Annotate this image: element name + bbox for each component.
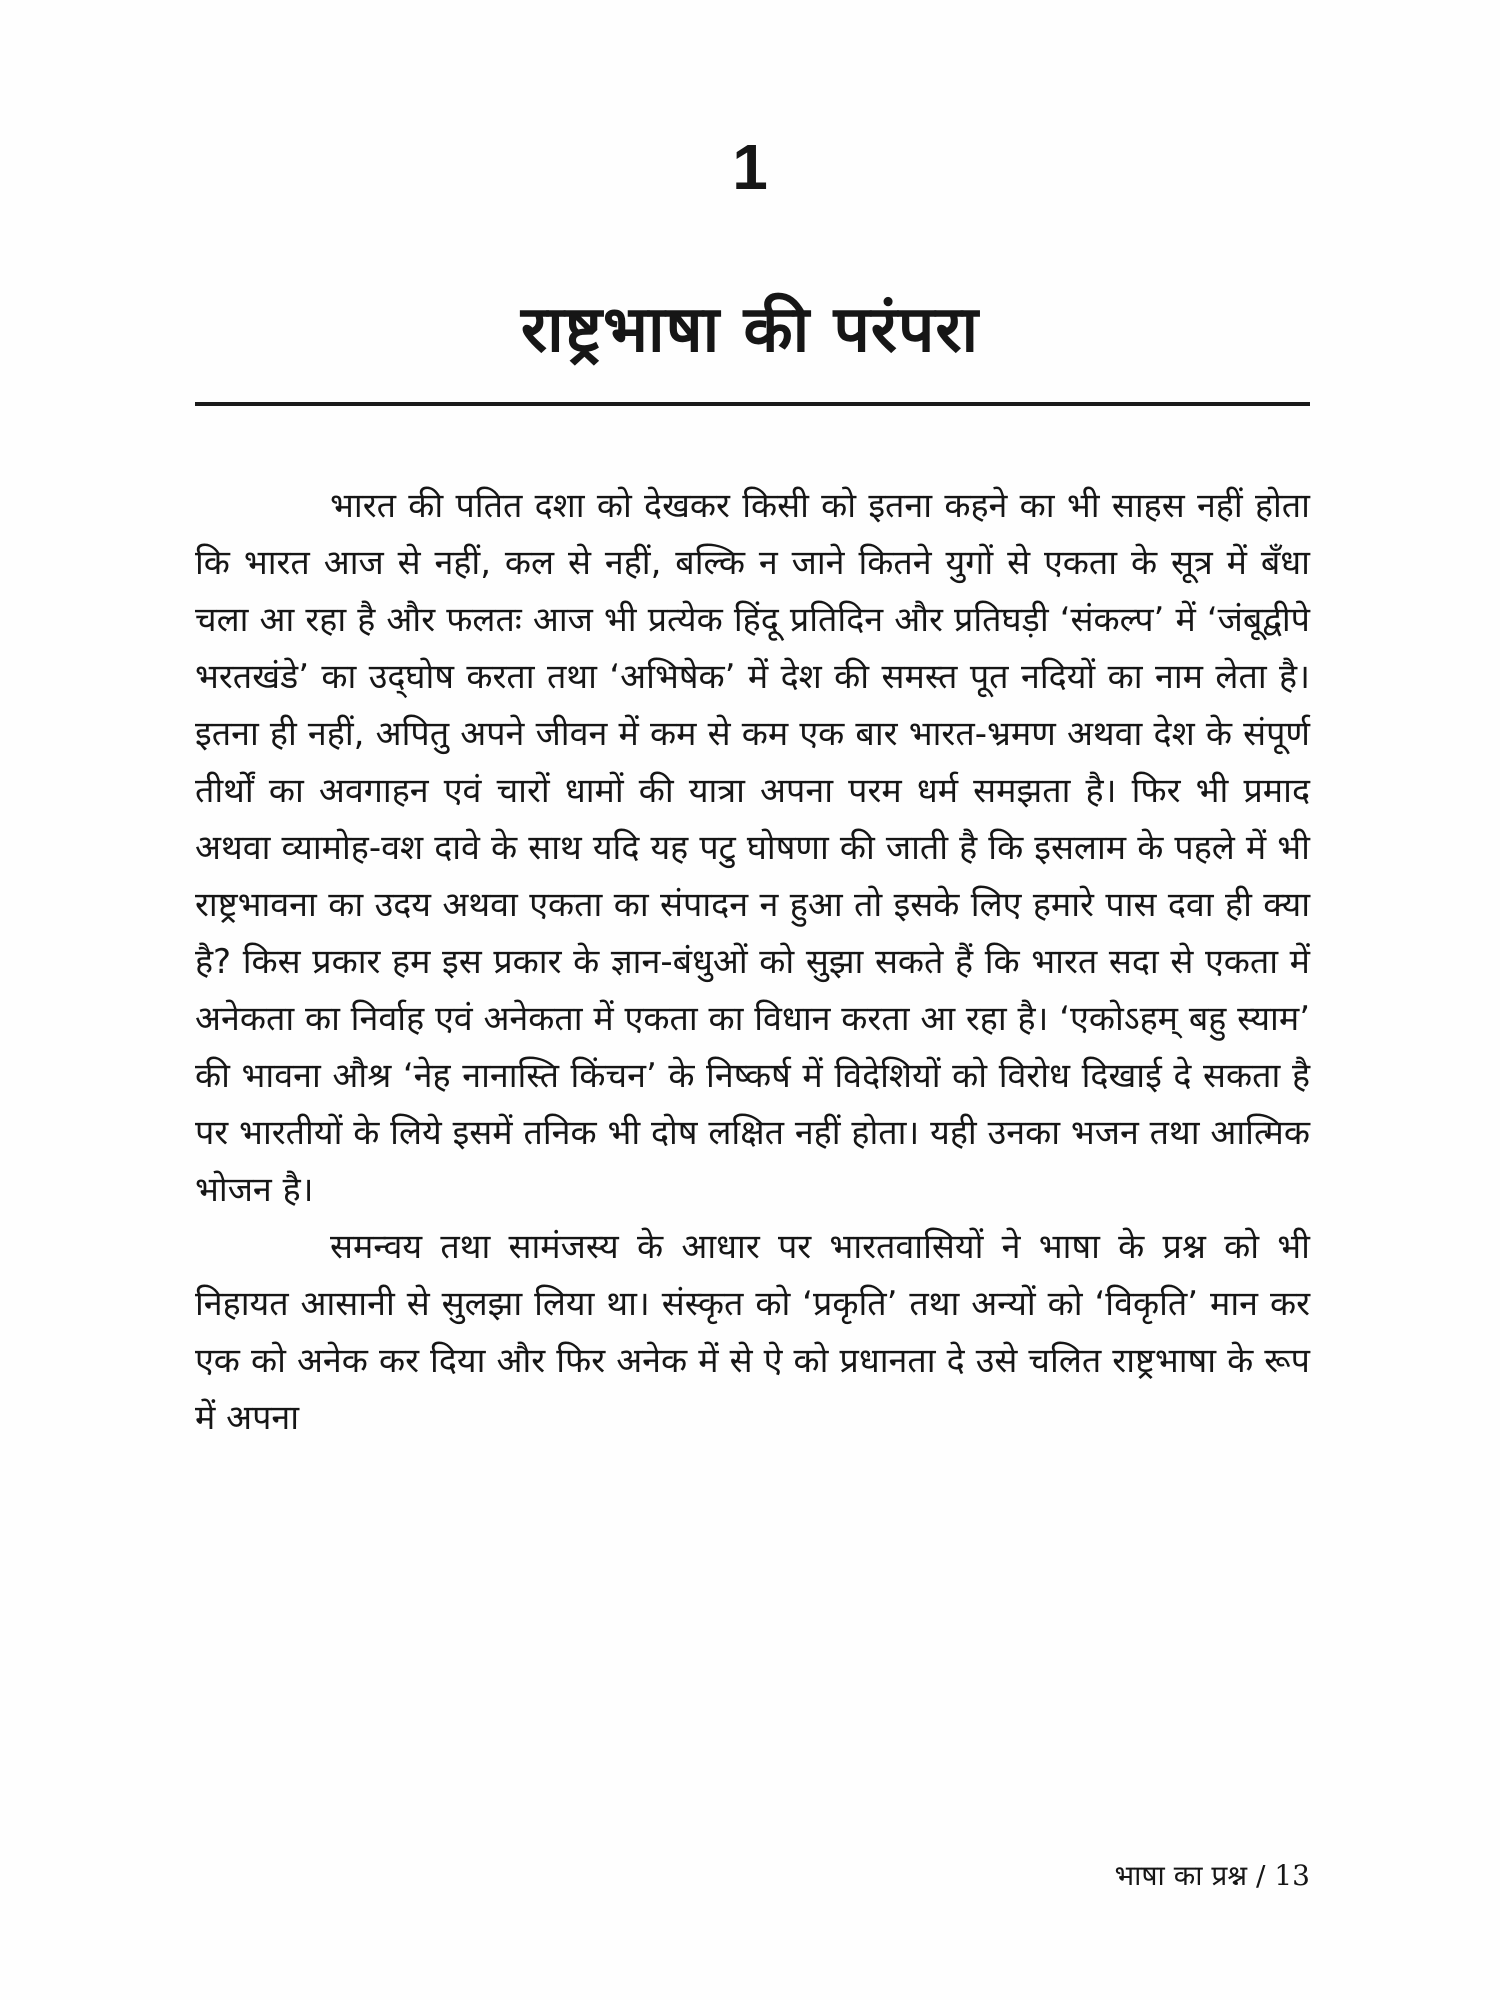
page-footer (1114, 1859, 1310, 1892)
title-divider (195, 402, 1310, 406)
chapter-title: राष्ट्रभाषा की परंपरा (520, 293, 980, 367)
chapter-number: 1 (732, 131, 768, 203)
running-title: भाषा का प्रश्न (1114, 1859, 1248, 1892)
paragraph-2: समन्वय तथा सामंजस्य के आधार पर भारतवासियों ने भाषा के प्रश्न को भी निहायत आसानी से सुलझा लिया था। संस्कृत को ‘प्रकृति’ तथा अन्यों को ‘विकृति’ मान कर एक को अनेक कर दिया और फिर अनेक में से ऐ को प्रधानता दे उसे चलित राष्ट्रभाषा के रूप में अपना (195, 1227, 1310, 1438)
page-number: 13 (1274, 1859, 1310, 1892)
paragraph-1: भारत की पतित दशा को देखकर किसी को इतना कहने का भी साहस नहीं होता कि भारत आज से नहीं, कल से नहीं, बल्कि न जाने कितने युगों से एकता के सूत्र में बँधा चला आ रहा है और फलतः आज भी प्रत्येक हिंदू प्रतिदिन और प्रतिघड़ी ‘संकल्प’ में ‘जंबूद्वीपे भरतखंडे’ का उद्‌घोष करता तथा ‘अभिषेक’ में देश की समस्त पूत नदियों का नाम लेता है। इतना ही नहीं, अपितु अपने जीवन में कम से कम एक बार भारत-भ्रमण अथवा देश के संपूर्ण तीर्थों का अवगाहन एवं चारों धामों की यात्रा अपना परम धर्म समझता है। फिर भी प्रमाद अथवा व्यामोह-वश दावे के साथ यदि यह पटु घोषणा की जाती है कि इसलाम के पहले में भी राष्ट्रभावना का उदय अथवा एकता का संपादन न हुआ तो इसके लिए हमारे पास दवा ही क्या है? किस प्रकार हम इस प्रकार के ज्ञान-बंधुओं को सुझा सकते हैं कि भारत सदा से एकता में अनेकता का निर्वाह एवं अनेकता में एकता का विधान करता आ रहा है। ‘एकोऽहम् बहु स्याम’ की भावना औश्र ‘नेह नानास्ति किंचन’ के निष्कर्ष में विदेशियों को विरोध दिखाई दे सकता है पर भारतीयों के लिये इसमें तनिक भी दोष लक्षित नहीं होता। यही उनका भजन तथा आत्मिक भोजन है। (195, 486, 1310, 1210)
footer-separator: / (1256, 1859, 1266, 1892)
chapter-body (195, 478, 1310, 1447)
